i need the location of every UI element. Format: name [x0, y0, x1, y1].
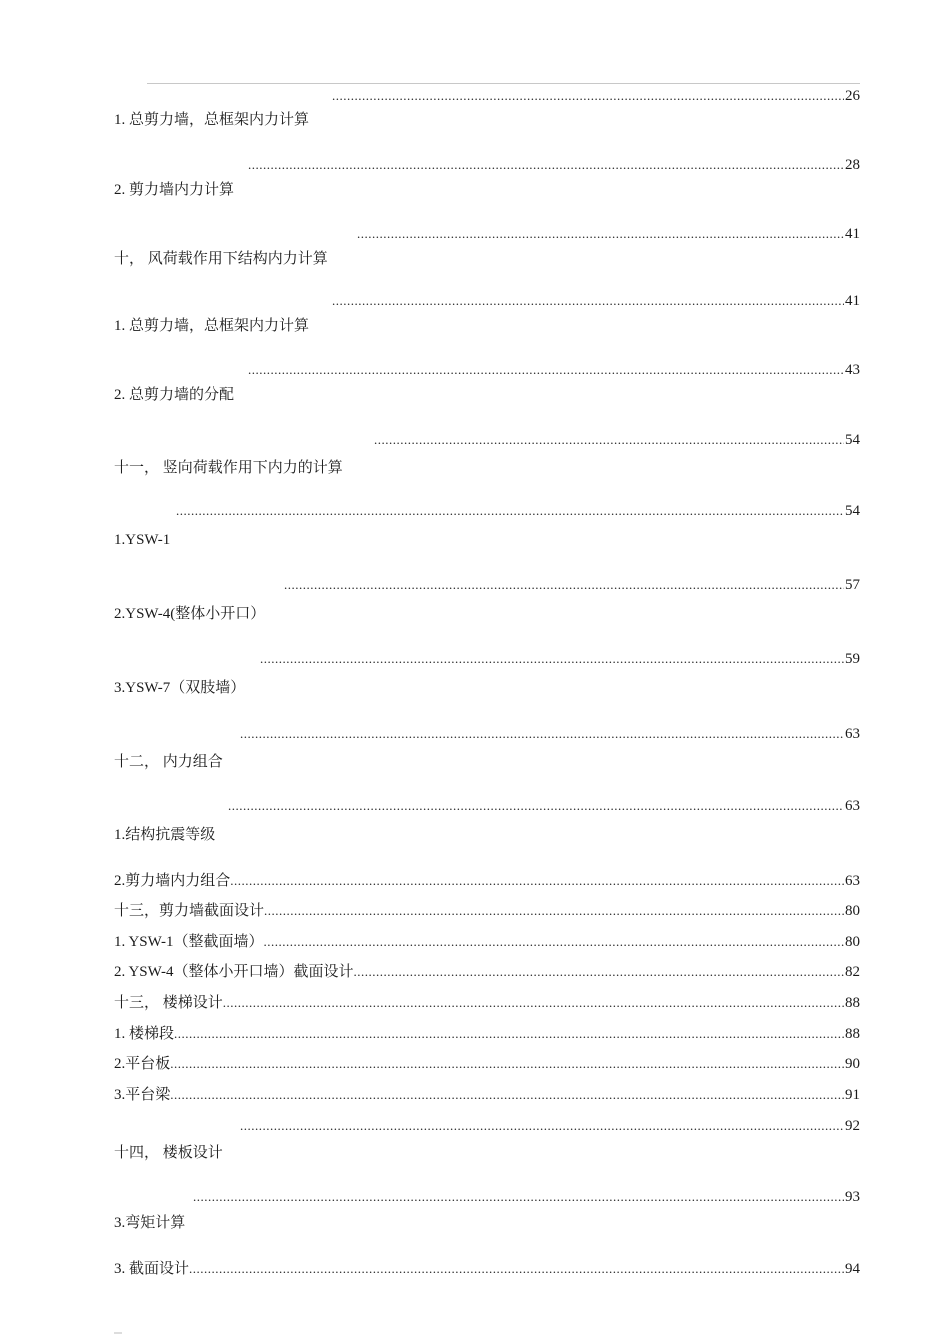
toc-entry-title[interactable]: 2. 总剪力墙的分配: [114, 387, 235, 403]
toc-leader-12: [240, 1117, 860, 1135]
toc-entry[interactable]: [114, 933, 860, 951]
toc-page-number: 54: [845, 503, 860, 519]
toc-page-number: 59: [845, 651, 860, 667]
toc-page-number: 63: [845, 873, 860, 889]
toc-entry[interactable]: [114, 1086, 860, 1104]
toc-page-number: 41: [845, 293, 860, 309]
toc-page-number: 26: [845, 88, 860, 104]
toc-entry-title: 十三，剪力墙截面设计: [114, 903, 265, 919]
toc-page-number: 91: [845, 1087, 860, 1103]
toc-leader-11: [228, 797, 860, 815]
toc-entry-title: 3. 截面设计: [114, 1261, 190, 1277]
toc-leader-7: [176, 502, 860, 520]
toc-page-number: 41: [845, 226, 860, 242]
toc-entry[interactable]: [114, 1055, 860, 1073]
toc-page-number: 80: [845, 934, 860, 950]
toc-entry-title[interactable]: 1.结构抗震等级: [114, 827, 216, 843]
toc-entry-title[interactable]: 3.YSW-7（双肢墙）: [114, 680, 246, 696]
toc-entry[interactable]: [114, 902, 860, 920]
toc-leader-2: [248, 156, 860, 174]
toc-leader-9: [260, 650, 860, 668]
toc-entry-title[interactable]: 3.弯矩计算: [114, 1215, 186, 1231]
toc-page-number: 88: [845, 995, 860, 1011]
toc-entry-title[interactable]: 2. 剪力墙内力计算: [114, 182, 235, 198]
toc-entry-title[interactable]: 1. 总剪力墙，总框架内力计算: [114, 318, 310, 334]
toc-leader-6: [374, 431, 860, 449]
toc-leader-4: [332, 292, 860, 310]
toc-page-number: 63: [845, 726, 860, 742]
toc-entry-title: 2. YSW-4（整体小开口墙）截面设计: [114, 964, 354, 980]
toc-entry-title[interactable]: 1.YSW-1: [114, 532, 171, 548]
toc-entry-title: 2.平台板: [114, 1056, 171, 1072]
toc-page-number: 92: [845, 1118, 860, 1134]
toc-entry-title: 3.平台梁: [114, 1087, 171, 1103]
toc-leader-3: [357, 225, 860, 243]
toc-page-number: 28: [845, 157, 860, 173]
toc-entry-title[interactable]: 十二， 内力组合: [114, 754, 223, 770]
toc-entry[interactable]: [114, 1025, 860, 1043]
toc-page-number: 88: [845, 1026, 860, 1042]
toc-entry[interactable]: [114, 994, 860, 1012]
toc-page-number: 63: [845, 798, 860, 814]
toc-entry[interactable]: [114, 963, 860, 981]
toc-entry[interactable]: [114, 1260, 860, 1278]
toc-entry-title[interactable]: 1. 总剪力墙，总框架内力计算: [114, 112, 310, 128]
toc-entry-title: 1. YSW-1（整截面墙）: [114, 934, 264, 950]
toc-page-number: 90: [845, 1056, 860, 1072]
toc-entry-title: 1. 楼梯段: [114, 1026, 175, 1042]
toc-page-number: 43: [845, 362, 860, 378]
toc-entry-title[interactable]: 十， 风荷载作用下结构内力计算: [114, 251, 328, 267]
toc-leader-10: [240, 725, 860, 743]
toc-page-number: 93: [845, 1189, 860, 1205]
toc-entry-title: 2.剪力墙内力组合: [114, 873, 231, 889]
toc-leader-5: [248, 361, 860, 379]
toc-page-number: 57: [845, 577, 860, 593]
toc-entry-title[interactable]: 十四， 楼板设计: [114, 1145, 223, 1161]
page-mark: [114, 1332, 122, 1334]
toc-entry-title: 十三， 楼梯设计: [114, 995, 223, 1011]
toc-page-number: 94: [845, 1261, 860, 1277]
toc-page-number: 54: [845, 432, 860, 448]
toc-entry[interactable]: [114, 872, 860, 890]
toc-entry-title[interactable]: 十一， 竖向荷载作用下内力的计算: [114, 460, 343, 476]
toc-page-number: 80: [845, 903, 860, 919]
toc-leader-8: [284, 576, 860, 594]
toc-leader-1: [332, 87, 860, 105]
toc-entry-title[interactable]: 2.YSW-4(整体小开口）: [114, 606, 266, 622]
toc-leader-13: [193, 1188, 860, 1206]
toc-page-number: 82: [845, 964, 860, 980]
